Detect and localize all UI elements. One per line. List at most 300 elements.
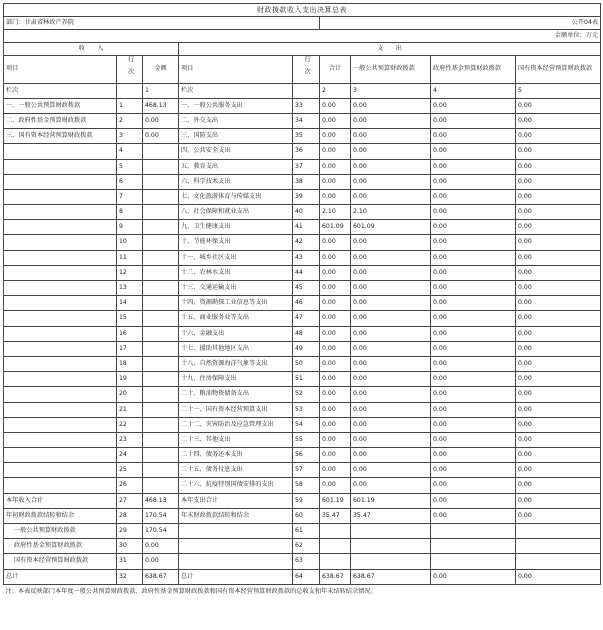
right-line-no-cell: 55	[293, 432, 320, 447]
gov-fund-header: 政府性基金预算财政拨款	[431, 56, 516, 84]
right-item-cell: 二十三、其他支出	[179, 432, 293, 447]
column-index-left-label: 栏次	[4, 83, 117, 98]
total-amount-cell: 601.09	[320, 220, 351, 235]
state-capital-amount-cell: 0.00	[516, 478, 601, 493]
total-amount-cell: 0.00	[320, 235, 351, 250]
left-line-no-cell: 24	[117, 448, 143, 463]
right-line-no-cell: 62	[293, 539, 320, 554]
state-capital-amount-cell: 0.00	[516, 144, 601, 159]
left-item-cell	[4, 341, 117, 356]
state-capital-amount-cell: 0.00	[516, 265, 601, 280]
right-line-no-cell: 58	[293, 478, 320, 493]
table-row	[4, 98, 601, 113]
table-row	[4, 265, 601, 280]
gen-budget-header: 一般公共预算财政拨款	[351, 56, 431, 84]
gov-fund-amount-cell: 0.00	[431, 402, 516, 417]
left-item-cell	[4, 174, 117, 189]
right-item-cell: 总计	[179, 569, 293, 584]
total-amount-cell: 601.19	[320, 493, 351, 508]
left-amount-cell	[143, 463, 179, 478]
right-line-no-cell: 57	[293, 463, 320, 478]
report-title: 财政拨款收入支出决算总表	[4, 4, 601, 17]
right-line-no-cell: 45	[293, 281, 320, 296]
gen-budget-amount-cell: 0.00	[351, 250, 431, 265]
total-amount-cell: 0.00	[320, 417, 351, 432]
right-item-cell: 八、社会保障和就业支出	[179, 205, 293, 220]
left-item-cell	[4, 281, 117, 296]
total-amount-cell: 0.00	[320, 113, 351, 128]
total-amount-cell: 0.00	[320, 189, 351, 204]
left-item-cell: 一般公共预算财政拨款	[4, 524, 117, 539]
right-item-cell: 十七、援助其他地区支出	[179, 341, 293, 356]
left-line-no-cell: 20	[117, 387, 143, 402]
gov-fund-amount-cell: 0.00	[431, 129, 516, 144]
state-capital-amount-cell: 0.00	[516, 569, 601, 584]
table-row	[4, 387, 601, 402]
left-amount-cell	[143, 417, 179, 432]
gen-budget-amount-cell	[351, 554, 431, 569]
right-item-cell: 二十五、债务付息支出	[179, 463, 293, 478]
gen-budget-amount-cell: 0.00	[351, 372, 431, 387]
gen-budget-amount-cell: 0.00	[351, 311, 431, 326]
table-row	[4, 448, 601, 463]
left-line-no-cell: 22	[117, 417, 143, 432]
left-amount-cell	[143, 205, 179, 220]
right-line-no-cell: 44	[293, 265, 320, 280]
gov-fund-amount-cell: 0.00	[431, 265, 516, 280]
total-amount-cell: 0.00	[320, 281, 351, 296]
left-item-cell	[4, 250, 117, 265]
state-capital-amount-cell	[516, 554, 601, 569]
right-item-cell: 五、教育支出	[179, 159, 293, 174]
left-line-no-cell: 14	[117, 296, 143, 311]
right-line-no-cell: 59	[293, 493, 320, 508]
left-amount-cell	[143, 281, 179, 296]
gov-fund-amount-cell	[431, 554, 516, 569]
table-row	[4, 129, 601, 144]
gov-fund-amount-cell: 0.00	[431, 569, 516, 584]
total-amount-cell: 0.00	[320, 448, 351, 463]
right-item-cell: 十四、资源勘探工业信息等支出	[179, 296, 293, 311]
right-item-cell: 十五、商业服务业等支出	[179, 311, 293, 326]
gen-budget-amount-cell: 0.00	[351, 265, 431, 280]
right-item-header: 项目	[179, 56, 293, 84]
left-item-cell: 本年收入合计	[4, 493, 117, 508]
gov-fund-amount-cell: 0.00	[431, 341, 516, 356]
total-amount-cell: 0.00	[320, 341, 351, 356]
left-item-cell	[4, 311, 117, 326]
table-row	[4, 402, 601, 417]
column-index-left-amount: 1	[143, 83, 179, 98]
gen-budget-amount-cell: 0.00	[351, 113, 431, 128]
left-line-no-cell: 2	[117, 113, 143, 128]
left-amount-cell	[143, 372, 179, 387]
total-amount-cell	[320, 524, 351, 539]
right-line-no-cell: 49	[293, 341, 320, 356]
table-row	[4, 524, 601, 539]
total-amount-cell: 0.00	[320, 129, 351, 144]
total-amount-cell: 0.00	[320, 311, 351, 326]
right-item-cell: 二十四、债务还本支出	[179, 448, 293, 463]
left-line-no-cell: 11	[117, 250, 143, 265]
gen-budget-amount-cell: 0.00	[351, 478, 431, 493]
left-item-cell	[4, 417, 117, 432]
gov-fund-amount-cell: 0.00	[431, 326, 516, 341]
left-line-no-cell: 25	[117, 463, 143, 478]
total-amount-cell: 0.00	[320, 296, 351, 311]
right-line-no-cell: 61	[293, 524, 320, 539]
gen-budget-amount-cell	[351, 539, 431, 554]
left-item-cell	[4, 159, 117, 174]
table-row	[4, 432, 601, 447]
gen-budget-amount-cell: 601.09	[351, 220, 431, 235]
table-row	[4, 189, 601, 204]
right-line-no-cell: 46	[293, 296, 320, 311]
gov-fund-amount-cell: 0.00	[431, 159, 516, 174]
table-row	[4, 250, 601, 265]
right-item-cell: 十六、金融支出	[179, 326, 293, 341]
left-item-cell	[4, 205, 117, 220]
right-line-no-cell: 63	[293, 554, 320, 569]
left-amount-cell	[143, 341, 179, 356]
state-capital-header: 国有资本经营预算财政拨款	[516, 56, 601, 84]
right-line-header-text: 行次	[303, 56, 311, 81]
left-line-no-cell: 30	[117, 539, 143, 554]
left-line-no-cell: 18	[117, 356, 143, 371]
gen-budget-amount-cell: 0.00	[351, 417, 431, 432]
left-item-cell	[4, 432, 117, 447]
left-line-no-cell: 32	[117, 569, 143, 584]
gen-budget-amount-cell: 0.00	[351, 356, 431, 371]
table-row	[4, 356, 601, 371]
gen-budget-amount-cell: 0.00	[351, 281, 431, 296]
right-line-no-cell: 37	[293, 159, 320, 174]
left-line-no-cell: 19	[117, 372, 143, 387]
left-item-cell: 总计	[4, 569, 117, 584]
left-amount-cell: 638.67	[143, 569, 179, 584]
income-group-header: 收 入	[4, 43, 179, 56]
left-line-no-cell: 26	[117, 478, 143, 493]
state-capital-amount-cell: 0.00	[516, 250, 601, 265]
left-item-cell	[4, 372, 117, 387]
left-amount-cell	[143, 250, 179, 265]
column-index-state-capital: 5	[516, 83, 601, 98]
right-line-no-cell: 38	[293, 174, 320, 189]
gen-budget-amount-cell: 0.00	[351, 432, 431, 447]
state-capital-amount-cell: 0.00	[516, 508, 601, 523]
gen-budget-amount-cell: 0.00	[351, 159, 431, 174]
left-item-cell	[4, 220, 117, 235]
left-amount-cell	[143, 235, 179, 250]
state-capital-amount-cell: 0.00	[516, 220, 601, 235]
left-line-no-cell: 1	[117, 98, 143, 113]
state-capital-amount-cell: 0.00	[516, 174, 601, 189]
total-amount-cell: 0.00	[320, 265, 351, 280]
left-amount-cell	[143, 296, 179, 311]
left-amount-cell	[143, 174, 179, 189]
table-row	[4, 174, 601, 189]
left-item-cell	[4, 326, 117, 341]
left-line-no-cell: 9	[117, 220, 143, 235]
left-line-no-cell: 5	[117, 159, 143, 174]
state-capital-amount-cell: 0.00	[516, 326, 601, 341]
left-amount-cell	[143, 448, 179, 463]
left-line-no-cell: 8	[117, 205, 143, 220]
left-item-cell	[4, 296, 117, 311]
expense-group-header: 支 出	[179, 43, 601, 56]
left-amount-cell	[143, 311, 179, 326]
gen-budget-amount-cell: 0.00	[351, 341, 431, 356]
left-item-cell	[4, 235, 117, 250]
gen-budget-amount-cell	[351, 524, 431, 539]
left-line-no-cell: 29	[117, 524, 143, 539]
left-item-cell	[4, 356, 117, 371]
left-amount-cell: 0.00	[143, 129, 179, 144]
state-capital-amount-cell: 0.00	[516, 98, 601, 113]
total-amount-cell: 0.00	[320, 174, 351, 189]
table-row	[4, 311, 601, 326]
right-item-cell: 七、文化旅游体育与传媒支出	[179, 189, 293, 204]
table-row	[4, 463, 601, 478]
left-line-no-cell: 7	[117, 189, 143, 204]
gov-fund-amount-cell: 0.00	[431, 174, 516, 189]
left-item-cell	[4, 144, 117, 159]
total-amount-cell: 2.10	[320, 205, 351, 220]
total-amount-cell	[320, 539, 351, 554]
gov-fund-amount-cell: 0.00	[431, 144, 516, 159]
right-line-header	[293, 56, 320, 84]
left-item-cell: 年初财政拨款结转和结余	[4, 508, 117, 523]
left-amount-cell	[143, 265, 179, 280]
left-line-no-cell: 21	[117, 402, 143, 417]
table-row	[4, 493, 601, 508]
gov-fund-amount-cell	[431, 539, 516, 554]
left-item-cell: 一、一般公共预算财政拨款	[4, 98, 117, 113]
right-item-cell: 三、国防支出	[179, 129, 293, 144]
table-row	[4, 478, 601, 493]
state-capital-amount-cell: 0.00	[516, 311, 601, 326]
gen-budget-amount-cell: 0.00	[351, 326, 431, 341]
table-row	[4, 326, 601, 341]
gen-budget-amount-cell: 0.00	[351, 189, 431, 204]
right-line-no-cell: 53	[293, 402, 320, 417]
state-capital-amount-cell: 0.00	[516, 463, 601, 478]
left-item-cell	[4, 265, 117, 280]
left-amount-cell	[143, 356, 179, 371]
state-capital-amount-cell: 0.00	[516, 113, 601, 128]
table-row	[4, 417, 601, 432]
right-line-no-cell: 47	[293, 311, 320, 326]
table-row	[4, 235, 601, 250]
total-amount-cell: 0.00	[320, 98, 351, 113]
table-row	[4, 372, 601, 387]
right-line-no-cell: 56	[293, 448, 320, 463]
gen-budget-amount-cell: 601.19	[351, 493, 431, 508]
gov-fund-amount-cell: 0.00	[431, 372, 516, 387]
left-amount-cell	[143, 326, 179, 341]
total-amount-cell	[320, 554, 351, 569]
table-row	[4, 144, 601, 159]
gov-fund-amount-cell: 0.00	[431, 448, 516, 463]
right-item-cell: 一、一般公共服务支出	[179, 98, 293, 113]
footnote: 注：本表反映部门本年度一般公共预算财政拨款、政府性基金预算财政拨款和国有资本经营预算财政拨款的总收支和年末结转结余情况。	[4, 584, 601, 600]
left-amount-cell	[143, 220, 179, 235]
left-amount-cell: 0.00	[143, 539, 179, 554]
left-line-no-cell: 13	[117, 281, 143, 296]
fiscal-summary-table	[3, 3, 601, 600]
right-line-no-cell: 64	[293, 569, 320, 584]
left-item-cell	[4, 478, 117, 493]
right-line-no-cell: 41	[293, 220, 320, 235]
right-line-no-cell: 50	[293, 356, 320, 371]
right-item-cell: 二十六、抗疫特别国债安排的支出	[179, 478, 293, 493]
left-amount-cell	[143, 432, 179, 447]
total-amount-cell: 0.00	[320, 372, 351, 387]
total-amount-cell: 35.47	[320, 508, 351, 523]
gov-fund-amount-cell	[431, 524, 516, 539]
right-line-no-cell: 52	[293, 387, 320, 402]
total-amount-cell: 638.67	[320, 569, 351, 584]
left-amount-cell: 170.54	[143, 508, 179, 523]
left-amount-cell	[143, 387, 179, 402]
left-item-cell: 二、政府性基金预算财政拨款	[4, 113, 117, 128]
state-capital-amount-cell: 0.00	[516, 387, 601, 402]
right-item-cell: 四、公共安全支出	[179, 144, 293, 159]
table-row	[4, 205, 601, 220]
left-item-cell: 政府性基金预算财政拨款	[4, 539, 117, 554]
right-line-no-cell: 42	[293, 235, 320, 250]
right-line-no-cell: 54	[293, 417, 320, 432]
left-line-header	[117, 56, 143, 84]
gov-fund-amount-cell: 0.00	[431, 189, 516, 204]
right-line-no-cell: 36	[293, 144, 320, 159]
left-line-no-cell: 15	[117, 311, 143, 326]
gov-fund-amount-cell: 0.00	[431, 478, 516, 493]
gen-budget-amount-cell: 0.00	[351, 296, 431, 311]
right-line-no-cell: 35	[293, 129, 320, 144]
table-row	[4, 159, 601, 174]
state-capital-amount-cell: 0.00	[516, 341, 601, 356]
gen-budget-amount-cell: 638.67	[351, 569, 431, 584]
state-capital-amount-cell: 0.00	[516, 129, 601, 144]
state-capital-amount-cell: 0.00	[516, 493, 601, 508]
state-capital-amount-cell: 0.00	[516, 417, 601, 432]
right-line-no-cell: 43	[293, 250, 320, 265]
gen-budget-amount-cell: 0.00	[351, 174, 431, 189]
left-amount-cell	[143, 159, 179, 174]
left-line-no-cell: 12	[117, 265, 143, 280]
total-amount-cell: 0.00	[320, 159, 351, 174]
gov-fund-amount-cell: 0.00	[431, 113, 516, 128]
table-row	[4, 296, 601, 311]
table-row	[4, 281, 601, 296]
right-item-cell: 年末财政拨款结转和结余	[179, 508, 293, 523]
table-row	[4, 220, 601, 235]
gov-fund-amount-cell: 0.00	[431, 356, 516, 371]
gen-budget-amount-cell: 0.00	[351, 235, 431, 250]
total-amount-cell: 0.00	[320, 356, 351, 371]
total-amount-cell: 0.00	[320, 387, 351, 402]
total-amount-cell: 0.00	[320, 326, 351, 341]
gov-fund-amount-cell: 0.00	[431, 220, 516, 235]
left-amount-cell: 0.00	[143, 113, 179, 128]
gov-fund-amount-cell: 0.00	[431, 417, 516, 432]
state-capital-amount-cell: 0.00	[516, 356, 601, 371]
gov-fund-amount-cell: 0.00	[431, 493, 516, 508]
state-capital-amount-cell: 0.00	[516, 432, 601, 447]
left-item-header: 项目	[4, 56, 117, 84]
right-line-no-cell: 48	[293, 326, 320, 341]
gen-budget-amount-cell: 0.00	[351, 144, 431, 159]
total-amount-cell: 0.00	[320, 432, 351, 447]
left-amount-cell	[143, 402, 179, 417]
table-row	[4, 341, 601, 356]
left-amount-cell	[143, 144, 179, 159]
state-capital-amount-cell: 0.00	[516, 402, 601, 417]
total-amount-cell: 0.00	[320, 402, 351, 417]
left-line-no-cell: 27	[117, 493, 143, 508]
left-item-cell	[4, 463, 117, 478]
unit-label: 金额单位：万元	[4, 30, 601, 43]
left-item-cell: 国有资本经营预算财政拨款	[4, 554, 117, 569]
right-item-cell: 十二、农林水支出	[179, 265, 293, 280]
left-amount-cell: 468.13	[143, 493, 179, 508]
left-line-no-cell: 16	[117, 326, 143, 341]
left-amount-cell: 0.00	[143, 554, 179, 569]
state-capital-amount-cell: 0.00	[516, 372, 601, 387]
gen-budget-amount-cell: 2.10	[351, 205, 431, 220]
left-item-cell	[4, 387, 117, 402]
gov-fund-amount-cell: 0.00	[431, 387, 516, 402]
table-row	[4, 569, 601, 584]
right-line-no-cell: 40	[293, 205, 320, 220]
gen-budget-amount-cell: 0.00	[351, 402, 431, 417]
left-amount-cell	[143, 189, 179, 204]
table-row	[4, 554, 601, 569]
state-capital-amount-cell: 0.00	[516, 281, 601, 296]
left-line-no-cell: 4	[117, 144, 143, 159]
right-line-no-cell: 51	[293, 372, 320, 387]
state-capital-amount-cell: 0.00	[516, 205, 601, 220]
right-item-cell: 二十一、国有资本经营预算支出	[179, 402, 293, 417]
total-amount-cell: 0.00	[320, 478, 351, 493]
form-code: 公开04表	[320, 17, 601, 30]
gen-budget-amount-cell: 35.47	[351, 508, 431, 523]
report-sheet	[3, 3, 600, 627]
right-item-cell	[179, 539, 293, 554]
left-amount-cell: 468.13	[143, 98, 179, 113]
gov-fund-amount-cell: 0.00	[431, 235, 516, 250]
left-line-header-text: 行次	[126, 56, 134, 81]
left-line-no-cell: 17	[117, 341, 143, 356]
department-label: 部门：甘肃省林政产养院	[4, 17, 320, 30]
left-line-no-cell: 31	[117, 554, 143, 569]
gov-fund-amount-cell: 0.00	[431, 205, 516, 220]
right-item-cell: 六、科学技术支出	[179, 174, 293, 189]
gen-budget-amount-cell: 0.00	[351, 448, 431, 463]
left-amount-cell	[143, 478, 179, 493]
left-item-cell	[4, 189, 117, 204]
state-capital-amount-cell: 0.00	[516, 448, 601, 463]
state-capital-amount-cell: 0.00	[516, 296, 601, 311]
table-row	[4, 539, 601, 554]
state-capital-amount-cell: 0.00	[516, 159, 601, 174]
column-index-right-line	[293, 83, 320, 98]
left-line-no-cell: 10	[117, 235, 143, 250]
right-item-cell: 本年支出合计	[179, 493, 293, 508]
total-amount-cell: 0.00	[320, 463, 351, 478]
gov-fund-amount-cell: 0.00	[431, 432, 516, 447]
